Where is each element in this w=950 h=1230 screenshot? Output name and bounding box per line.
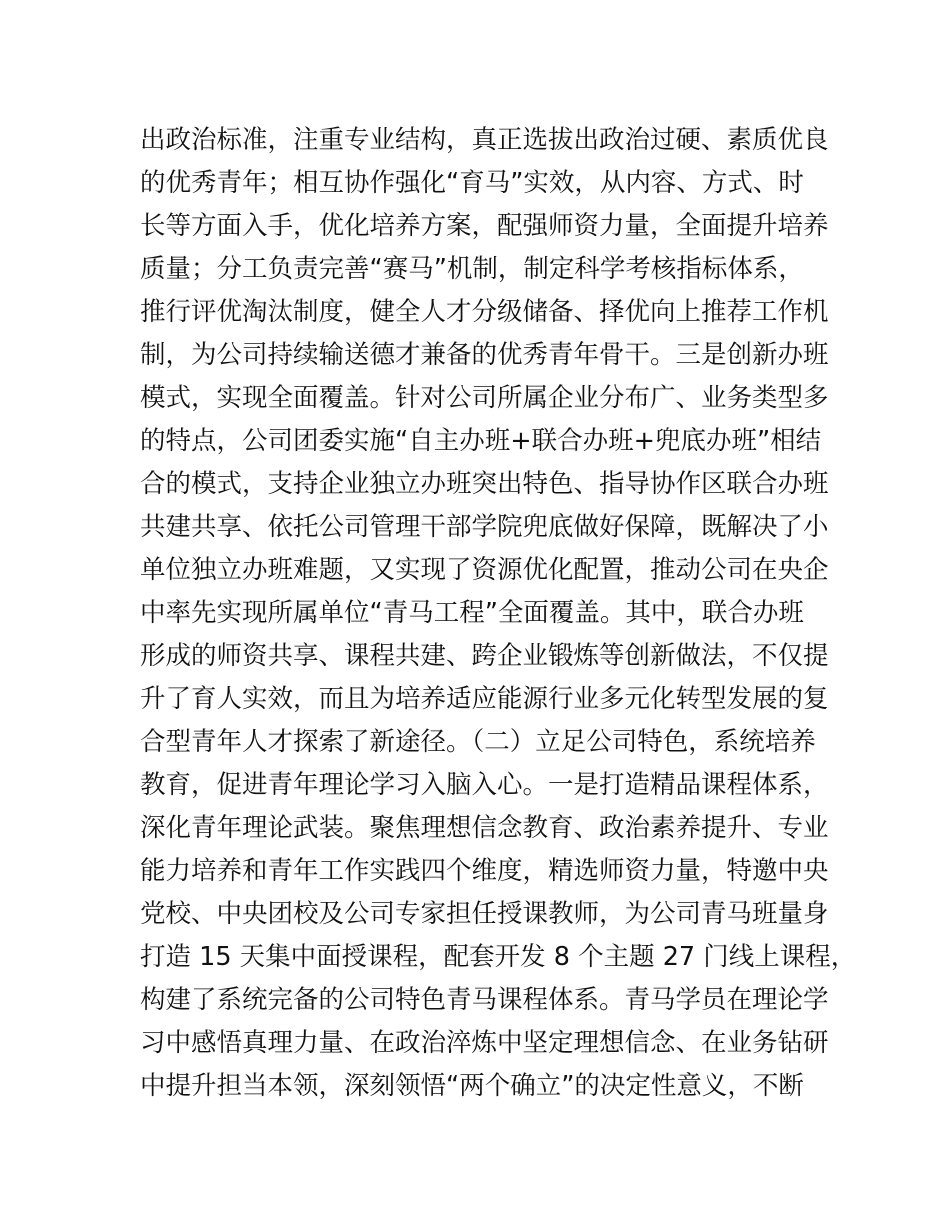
text-line: 推行评优淘汰制度，健全人才分级储备、择优向上推荐工作机: [140, 297, 829, 327]
text-line: 的优秀青年；相互协作强化“育马”实效，从内容、方式、时: [140, 168, 804, 198]
text-line: 合型青年人才探索了新途径。（二）立足公司特色，系统培养: [140, 727, 816, 757]
text-line: 习中感悟真理力量、在政治淬炼中坚定理想信念、在业务钻研: [140, 1028, 829, 1058]
text-line: 质量；分工负责完善“赛马”机制，制定科学考核指标体系，: [140, 254, 804, 284]
text-line: 形成的师资共享、课程共建、跨企业锻炼等创新做法，不仅提: [140, 641, 829, 671]
text-line: 制，为公司持续输送德才兼备的优秀青年骨干。三是创新办班: [140, 340, 829, 370]
text-line: 共建共享、依托公司管理干部学院兜底做好保障，既解决了小: [140, 512, 829, 542]
text-line: 长等方面入手，优化培养方案，配强师资力量，全面提升培养: [140, 211, 829, 241]
text-line: 出政治标准，注重专业结构，真正选拔出政治过硬、素质优良: [140, 125, 829, 155]
text-line: 构建了系统完备的公司特色青马课程体系。青马学员在理论学: [140, 985, 829, 1015]
text-line: 能力培养和青年工作实践四个维度，精选师资力量，特邀中央: [140, 856, 829, 886]
text-line: 教育，促进青年理论学习入脑入心。一是打造精品课程体系，: [140, 770, 829, 800]
text-line: 中率先实现所属单位“青马工程”全面覆盖。其中，联合办班: [140, 598, 804, 628]
text-line: 打造 15 天集中面授课程，配套开发 8 个主题 27 门线上课程，: [140, 942, 857, 972]
text-line: 深化青年理论武装。聚焦理想信念教育、政治素养提升、专业: [140, 813, 829, 843]
text-line: 单位独立办班难题，又实现了资源优化配置，推动公司在央企: [140, 555, 829, 585]
text-line: 模式，实现全面覆盖。针对公司所属企业分布广、业务类型多: [140, 383, 829, 413]
text-line: 升了育人实效，而且为培养适应能源行业多元化转型发展的复: [140, 684, 829, 714]
text-line: 中提升担当本领，深刻领悟“两个确立”的决定性意义，不断: [140, 1071, 804, 1101]
text-line: 合的模式，支持企业独立办班突出特色、指导协作区联合办班: [140, 469, 829, 499]
text-line: 党校、中央团校及公司专家担任授课教师，为公司青马班量身: [140, 899, 829, 929]
text-line: 的特点，公司团委实施“自主办班+联合办班+兜底办班”相结: [140, 426, 822, 456]
